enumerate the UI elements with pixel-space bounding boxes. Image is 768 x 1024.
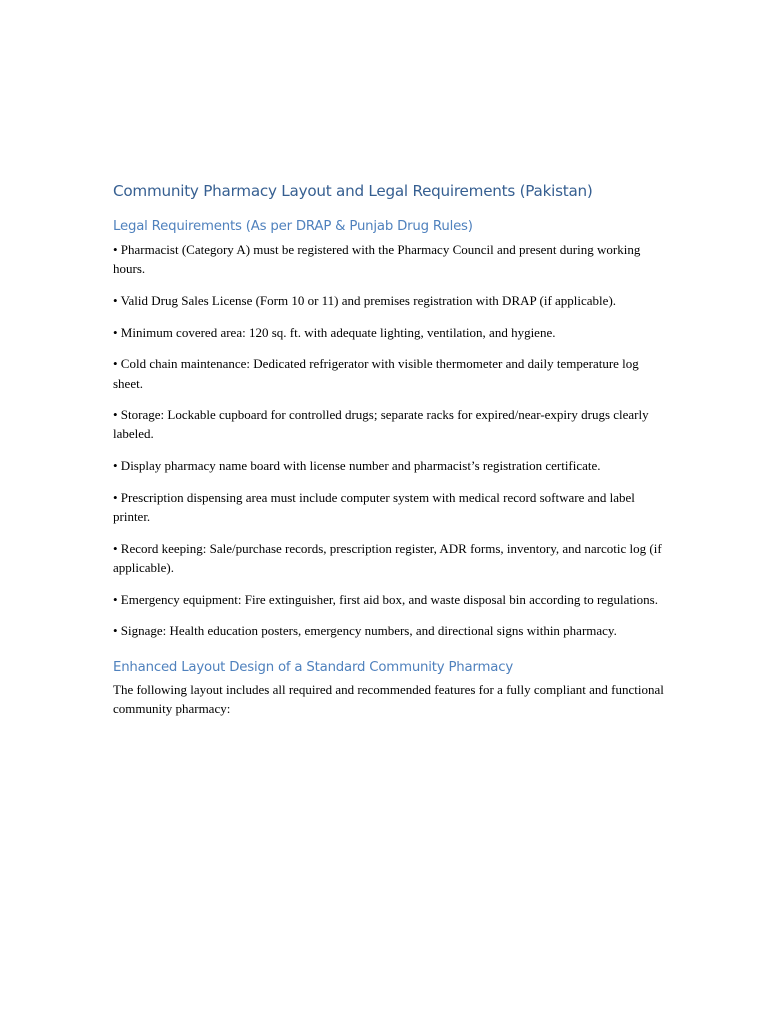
list-item: • Prescription dispensing area must include computer system with medical record software and label printer. <box>113 489 635 525</box>
legal-requirements-heading: Legal Requirements (As per DRAP & Punjab Drug Rules) <box>113 219 473 234</box>
layout-design-heading: Enhanced Layout Design of a Standard Community Pharmacy <box>113 659 513 675</box>
list-item: • Valid Drug Sales License (Form 10 or 11) and premises registration with DRAP (if applicable). <box>113 292 617 308</box>
list-item: • Signage: Health education posters, emergency numbers, and directional signs within pharmacy. <box>113 623 617 639</box>
layout-intro-paragraph: The following layout includes all required and recommended features for a fully compliant and functional community pharmacy: <box>113 681 664 716</box>
list-item: • Pharmacist (Category A) must be registered with the Pharmacy Council and present during working hours. <box>113 242 641 277</box>
list-item: • Minimum covered area: 120 sq. ft. with adequate lighting, ventilation, and hygiene. <box>113 324 556 340</box>
list-item: • Cold chain maintenance: Dedicated refrigerator with visible thermometer and daily temperature log sheet. <box>113 356 639 391</box>
document-body <box>113 180 665 718</box>
legal-requirements-list <box>113 240 665 641</box>
list-item: • Emergency equipment: Fire extinguisher, first aid box, and waste disposal bin according to regulations. <box>113 591 658 607</box>
document-title: Community Pharmacy Layout and Legal Requirements (Pakistan) <box>113 182 593 200</box>
list-item: • Record keeping: Sale/purchase records, prescription register, ADR forms, inventory, and narcotic log (if applicable). <box>113 540 662 575</box>
list-item: • Storage: Lockable cupboard for controlled drugs; separate racks for expired/near-expiry drugs clearly labeled. <box>113 407 649 442</box>
list-item: • Display pharmacy name board with license number and pharmacist’s registration certificate. <box>113 458 601 474</box>
